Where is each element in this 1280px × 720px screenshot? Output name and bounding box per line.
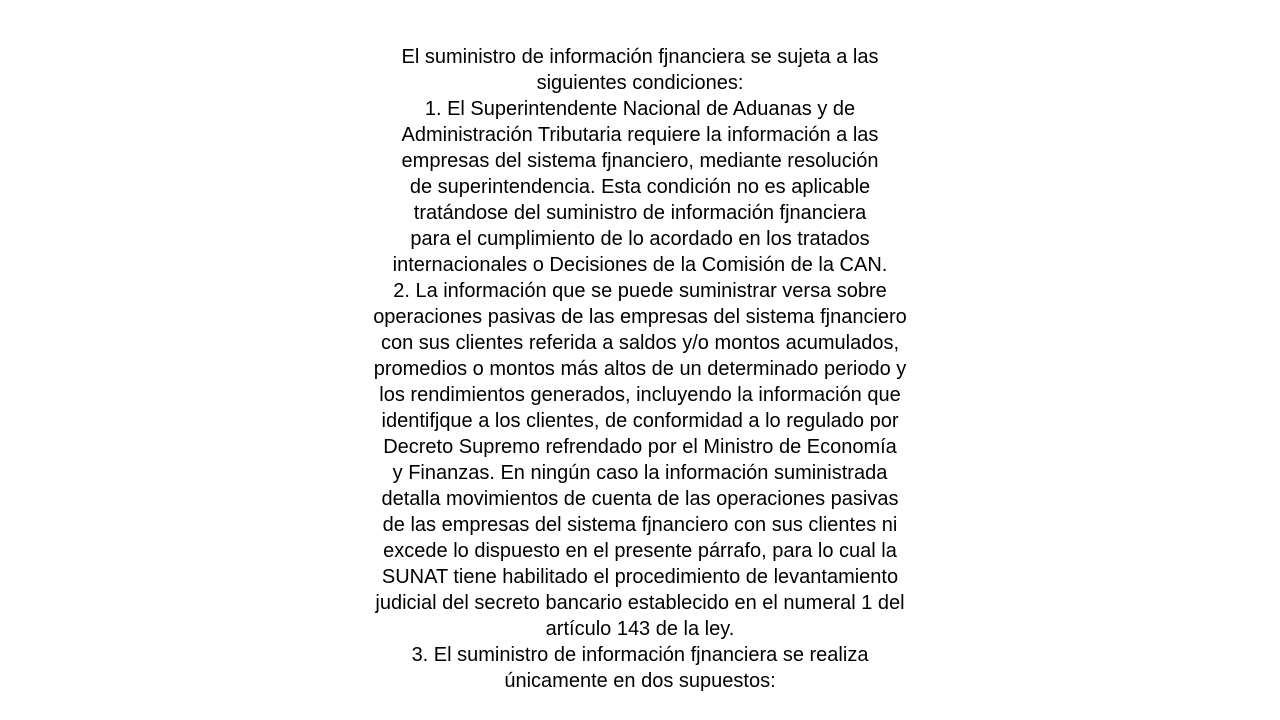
text-line: 3. El suministro de información fjnanciera se realiza (411, 644, 869, 666)
text-line: y Finanzas. En ningún caso la información suministrada (392, 462, 888, 484)
body-text (300, 44, 980, 694)
text-line: identifjque a los clientes, de conformidad a lo regulado por (381, 410, 899, 432)
text-line: con sus clientes referida a saldos y/o montos acumulados, (380, 332, 900, 354)
text-line: SUNAT tiene habilitado el procedimiento de levantamiento (381, 566, 899, 588)
text-line: siguientes condiciones: (536, 72, 744, 94)
text-line: El suministro de información fjnanciera se sujeta a las (401, 46, 879, 68)
text-line: Administración Tributaria requiere la información a las (401, 124, 879, 146)
text-line: únicamente en dos supuestos: (504, 670, 776, 692)
text-line: de superintendencia. Esta condición no es aplicable (409, 176, 871, 198)
text-line: empresas del sistema fjnanciero, mediante resolución (401, 150, 879, 172)
text-line: promedios o montos más altos de un determinado periodo y (373, 358, 907, 380)
text-line: de las empresas del sistema fjnanciero con sus clientes ni (382, 514, 898, 536)
text-line: internacionales o Decisiones de la Comisión de la CAN. (392, 254, 888, 276)
text-line: operaciones pasivas de las empresas del sistema fjnanciero (373, 306, 907, 328)
text-line: artículo 143 de la ley. (545, 618, 735, 640)
text-line: para el cumplimiento de lo acordado en los tratados (410, 228, 870, 250)
text-line: Decreto Supremo refrendado por el Ministro de Economía (383, 436, 897, 458)
text-line: 2. La información que se puede suministrar versa sobre (393, 280, 887, 302)
text-line: 1. El Superintendente Nacional de Aduanas y de (424, 98, 856, 120)
text-line: tratándose del suministro de información fjnanciera (413, 202, 867, 224)
text-line: los rendimientos generados, incluyendo la información que (379, 384, 901, 406)
text-line: excede lo dispuesto en el presente párrafo, para lo cual la (383, 540, 897, 562)
text-line: detalla movimientos de cuenta de las operaciones pasivas (381, 488, 899, 510)
text-line: judicial del secreto bancario establecido en el numeral 1 del (375, 592, 905, 614)
